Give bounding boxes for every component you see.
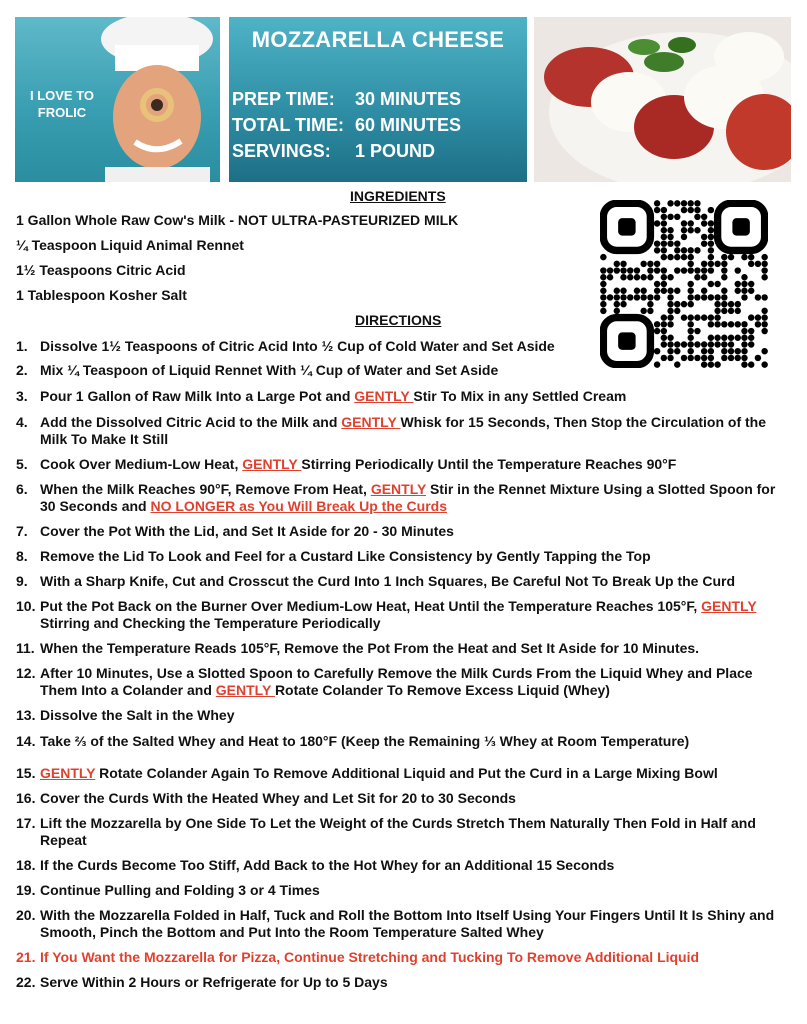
step-number: 15. [16,765,36,781]
step-number: 2. [16,362,28,378]
step-text [40,949,790,966]
step-number: 7. [16,523,28,539]
step-text-part: Dissolve 1½ Teaspoons of Citric Acid Into ½ Cup of Cold Water and Set Aside [40,338,555,354]
directions-heading: DIRECTIONS [355,312,442,328]
step-text [40,815,790,849]
step-text [40,523,790,540]
step-text [40,548,790,565]
step-text-part: Dissolve the Salt in the Whey [40,707,235,723]
step-text-part: Add the Dissolved Citric Acid to the Milk and [40,414,342,430]
step-number: 13. [16,707,36,723]
ingredients-heading: INGREDIENTS [350,188,446,204]
ingredient-item: 1½ Teaspoons Citric Acid [16,262,186,278]
step-text [40,481,790,515]
step-text-part: Pour 1 Gallon of Raw Milk Into a Large Pot and [40,388,355,404]
step-text [40,907,790,941]
step-text [40,640,790,657]
step-text [40,974,790,991]
ingredient-item: 1 Tablespoon Kosher Salt [16,287,187,303]
step-text-part: Stirring and Checking the Temperature Periodically [40,615,381,631]
step-number: 1. [16,338,28,354]
step-text-part: Take ⅔ of the Salted Whey and Heat to 180°F (Keep the Remaining ⅓ Whey at Room Temperature) [40,733,690,749]
emphasis-text: GENTLY [215,682,275,698]
step-number: 17. [16,815,36,831]
step-text-part: Put the Pot Back on the Burner Over Medium-Low Heat, Heat Until the Temperature Reaches 105°F, [40,598,702,614]
step-text [40,338,790,355]
step-number: 16. [16,790,36,806]
step-text-part: Stir To Mix in any Settled Cream [413,388,627,404]
step-number: 14. [16,733,36,749]
step-text-part: Remove the Lid To Look and Feel for a Custard Like Consistency by Gently Tapping the Top [40,548,651,564]
caprese-photo [534,17,791,182]
emphasis-text: NO LONGER as You Will Break Up the Curds [150,498,447,514]
step-text-part: Cook Over Medium-Low Heat, [40,456,243,472]
step-text-part: After 10 Minutes, Use a Slotted Spoon to Carefully Remove the Milk Curds From the Liquid Whey and Place Them Into a Colander and [40,665,753,698]
step-text-part: Continue Pulling and Folding 3 or 4 Times [40,882,320,898]
step-number: 3. [16,388,28,404]
emphasis-text: GENTLY [701,598,757,614]
step-number: 12. [16,665,36,681]
title-card [229,17,527,182]
step-text-part: When the Milk Reaches 90°F, Remove From Heat, [40,481,371,497]
step-text [40,388,790,405]
step-text-part: Whisk for 15 Seconds, Then Stop the Circulation of the Milk To Make It Still [40,414,767,447]
step-number: 8. [16,548,28,564]
emphasis-text: GENTLY [341,414,401,430]
step-text-part: Stirring Periodically Until the Temperature Reaches 90°F [301,456,677,472]
step-number: 4. [16,414,28,430]
chef-illustration [95,17,220,182]
frolic-badge: I LOVE TO FROLIC [29,88,95,120]
emphasis-text: GENTLY [242,456,302,472]
step-text-part: Cover the Curds With the Heated Whey and Let Sit for 20 to 30 Seconds [40,790,516,806]
step-text-part: With the Mozzarella Folded in Half, Tuck and Roll the Bottom Into Itself Using Your Fingers Until It Is Shiny and Smooth, Pinch the Bottom and Put Into the Room Temperature Salted Whey [40,907,775,940]
step-text [40,665,790,699]
step-text [40,790,790,807]
step-number: 11. [16,640,35,656]
step-number: 9. [16,573,28,589]
step-text [40,573,790,590]
step-text-part: If You Want the Mozzarella for Pizza, Continue Stretching and Tucking To Remove Additional Liquid [40,949,700,965]
emphasis-text: GENTLY [354,388,414,404]
step-text [40,882,790,899]
step-text-part: With a Sharp Knife, Cut and Crosscut the Curd Into 1 Inch Squares, Be Careful Not To Break Up the Curd [40,573,736,589]
step-text-part: Rotate Colander Again To Remove Additional Liquid and Put the Curd in a Large Mixing Bowl [95,765,718,781]
step-number: 20. [16,907,36,923]
step-number: 5. [16,456,28,472]
caprese-illustration [534,17,791,182]
ingredient-item: ¼ Teaspoon Liquid Animal Rennet [16,237,244,253]
servings-row: SERVINGS: 1 POUND [232,141,436,161]
step-text [40,456,790,473]
step-number: 18. [16,857,36,873]
step-text-part: Serve Within 2 Hours or Refrigerate for Up to 5 Days [40,974,388,990]
step-text [40,857,790,874]
step-text-part: If the Curds Become Too Stiff, Add Back to the Hot Whey for an Additional 15 Seconds [40,857,615,873]
emphasis-text: GENTLY [370,481,427,497]
step-text [40,362,790,379]
total-time-row: TOTAL TIME: 60 MINUTES [232,115,462,135]
step-text [40,707,790,724]
step-text [40,414,790,448]
step-text [40,733,790,750]
step-number: 21. [16,949,36,965]
emphasis-text: GENTLY [40,765,96,781]
step-number: 22. [16,974,36,990]
prep-time-row: PREP TIME: 30 MINUTES [232,89,462,109]
step-text-part: Stir in the Rennet Mixture Using a Slotted Spoon for 30 Seconds and [40,481,776,514]
chef-photo [15,17,220,182]
recipe-title: MOZZARELLA CHEESE [251,27,505,52]
step-text-part: Cover the Pot With the Lid, and Set It Aside for 20 - 30 Minutes [40,523,454,539]
step-text-part: Rotate Colander To Remove Excess Liquid (Whey) [274,682,610,698]
step-text-part: Lift the Mozzarella by One Side To Let the Weight of the Curds Stretch Them Naturally Then Fold in Half and Repeat [40,815,756,848]
step-text [40,598,790,632]
step-number: 10. [16,598,36,614]
step-number: 6. [16,481,28,497]
step-number: 19. [16,882,36,898]
step-text-part: Mix ¼ Teaspoon of Liquid Rennet With ¼ Cup of Water and Set Aside [40,362,499,378]
step-text-part: When the Temperature Reads 105°F, Remove the Pot From the Heat and Set It Aside for 10 Minutes. [40,640,700,656]
step-text [40,765,790,782]
ingredient-item: 1 Gallon Whole Raw Cow's Milk - NOT ULTRA-PASTEURIZED MILK [16,212,459,228]
